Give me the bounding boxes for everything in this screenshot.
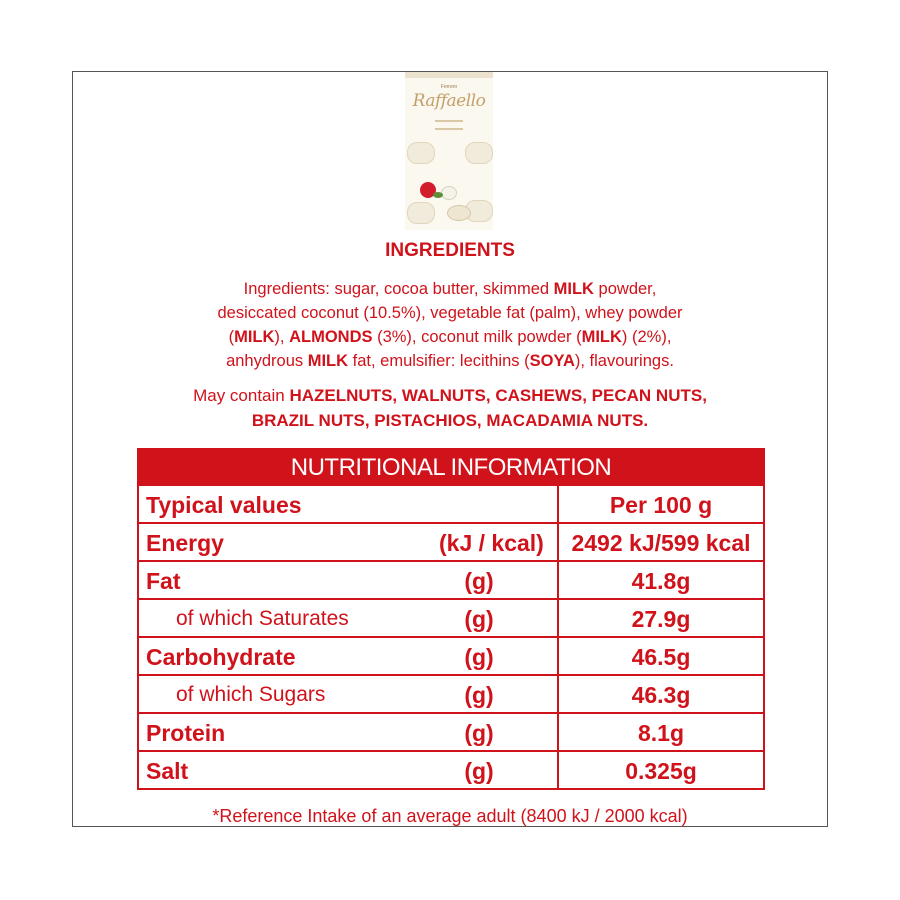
product-image bbox=[405, 72, 493, 230]
nutrient-unit: (g) bbox=[464, 606, 494, 632]
ingredient-text: ), bbox=[274, 328, 290, 346]
nutrient-value: 8.1g bbox=[637, 720, 685, 746]
allergen-line bbox=[0, 386, 900, 406]
nutrient-name: Salt bbox=[146, 758, 189, 784]
ingredient-text: desiccated coconut (10.5%), vegetable fat (palm), whey powder bbox=[217, 304, 683, 322]
nutrient-value: 2492 kJ/599 kcal bbox=[571, 530, 751, 556]
ingredient-line bbox=[0, 304, 900, 323]
nutrient-value: 0.325g bbox=[625, 758, 697, 784]
ingredient-text: (3%), coconut milk powder ( bbox=[372, 328, 582, 346]
allergen-emphasis: MILK bbox=[234, 328, 275, 346]
column-divider bbox=[557, 676, 559, 712]
nutrient-name: Carbohydrate bbox=[146, 644, 296, 670]
ingredient-text: ), flavourings. bbox=[574, 352, 674, 370]
column-divider bbox=[557, 562, 559, 598]
reference-intake-footnote: *Reference Intake of an average adult (8400 kJ / 2000 kcal) bbox=[212, 806, 688, 826]
column-divider bbox=[557, 600, 559, 636]
allergen-emphasis: MILK bbox=[307, 352, 349, 370]
nutrient-value: 46.5g bbox=[631, 644, 691, 670]
ingredient-text: fat, emulsifier: lecithins ( bbox=[348, 352, 530, 370]
nutrient-unit: (g) bbox=[464, 644, 494, 670]
nutrition-title: NUTRITIONAL INFORMATION bbox=[139, 450, 763, 484]
chocolate-piece bbox=[407, 202, 435, 224]
allergen-emphasis: HAZELNUTS, WALNUTS, CASHEWS, PECAN NUTS, bbox=[289, 386, 707, 405]
allergen-emphasis: MILK bbox=[553, 280, 594, 298]
nutrient-value: 46.3g bbox=[631, 682, 691, 708]
leaf-icon bbox=[433, 192, 443, 198]
ingredients-heading: INGREDIENTS bbox=[385, 240, 515, 261]
nutrient-name: Fat bbox=[146, 568, 181, 594]
per-100g-label: Per 100 g bbox=[609, 492, 713, 518]
pack-text-line bbox=[435, 120, 463, 122]
nutrient-unit: (g) bbox=[464, 682, 494, 708]
ingredient-text: ( bbox=[228, 328, 235, 346]
nutrition-row bbox=[139, 560, 763, 598]
chocolate-piece bbox=[465, 142, 493, 164]
white-flower-icon bbox=[441, 186, 457, 200]
ingredient-text: powder, bbox=[593, 280, 657, 298]
nutrient-value: 41.8g bbox=[631, 568, 691, 594]
nutrient-unit: (kJ / kcal) bbox=[439, 530, 544, 556]
allergen-emphasis: ALMONDS bbox=[289, 328, 373, 346]
ingredient-line bbox=[0, 280, 900, 299]
nutrition-row bbox=[139, 598, 763, 636]
nutrient-unit: (g) bbox=[464, 720, 494, 746]
ingredient-text: ) (2%), bbox=[621, 328, 672, 346]
ingredient-text: May contain bbox=[193, 386, 290, 405]
allergen-line bbox=[0, 411, 900, 431]
nutrition-row bbox=[139, 636, 763, 674]
column-divider bbox=[557, 524, 559, 560]
allergen-emphasis: BRAZIL NUTS, PISTACHIOS, MACADAMIA NUTS. bbox=[251, 411, 649, 430]
brand-logo: Raffaello bbox=[412, 91, 486, 111]
nutrition-row bbox=[139, 522, 763, 560]
nutrient-unit: (g) bbox=[464, 568, 494, 594]
allergen-emphasis: SOYA bbox=[529, 352, 575, 370]
nutrition-table bbox=[137, 448, 765, 790]
nutrient-value: 27.9g bbox=[631, 606, 691, 632]
ingredient-text: Ingredients: sugar, cocoa butter, skimmed bbox=[243, 280, 554, 298]
pack-top-edge bbox=[405, 72, 493, 78]
nutrition-row bbox=[139, 712, 763, 750]
column-divider bbox=[557, 714, 559, 750]
nutrient-unit: (g) bbox=[464, 758, 494, 784]
allergen-emphasis: MILK bbox=[581, 328, 622, 346]
ingredient-text: anhydrous bbox=[226, 352, 308, 370]
nutrient-name: of which Saturates bbox=[176, 607, 349, 630]
nutrient-name: of which Sugars bbox=[176, 683, 326, 706]
coconut-icon bbox=[447, 205, 471, 221]
chocolate-piece bbox=[407, 142, 435, 164]
ingredient-line bbox=[0, 328, 900, 347]
nutrition-row bbox=[139, 674, 763, 712]
nutrient-name: Protein bbox=[146, 720, 226, 746]
brand-small-logo: Ferrero bbox=[440, 84, 458, 90]
nutrition-header-row bbox=[139, 484, 763, 522]
nutrition-row bbox=[139, 750, 763, 788]
column-divider bbox=[557, 638, 559, 674]
column-divider bbox=[557, 752, 559, 788]
typical-values-label: Typical values bbox=[146, 492, 302, 518]
pack-text-line bbox=[435, 128, 463, 130]
ingredient-line bbox=[0, 352, 900, 371]
nutrient-name: Energy bbox=[146, 530, 224, 556]
